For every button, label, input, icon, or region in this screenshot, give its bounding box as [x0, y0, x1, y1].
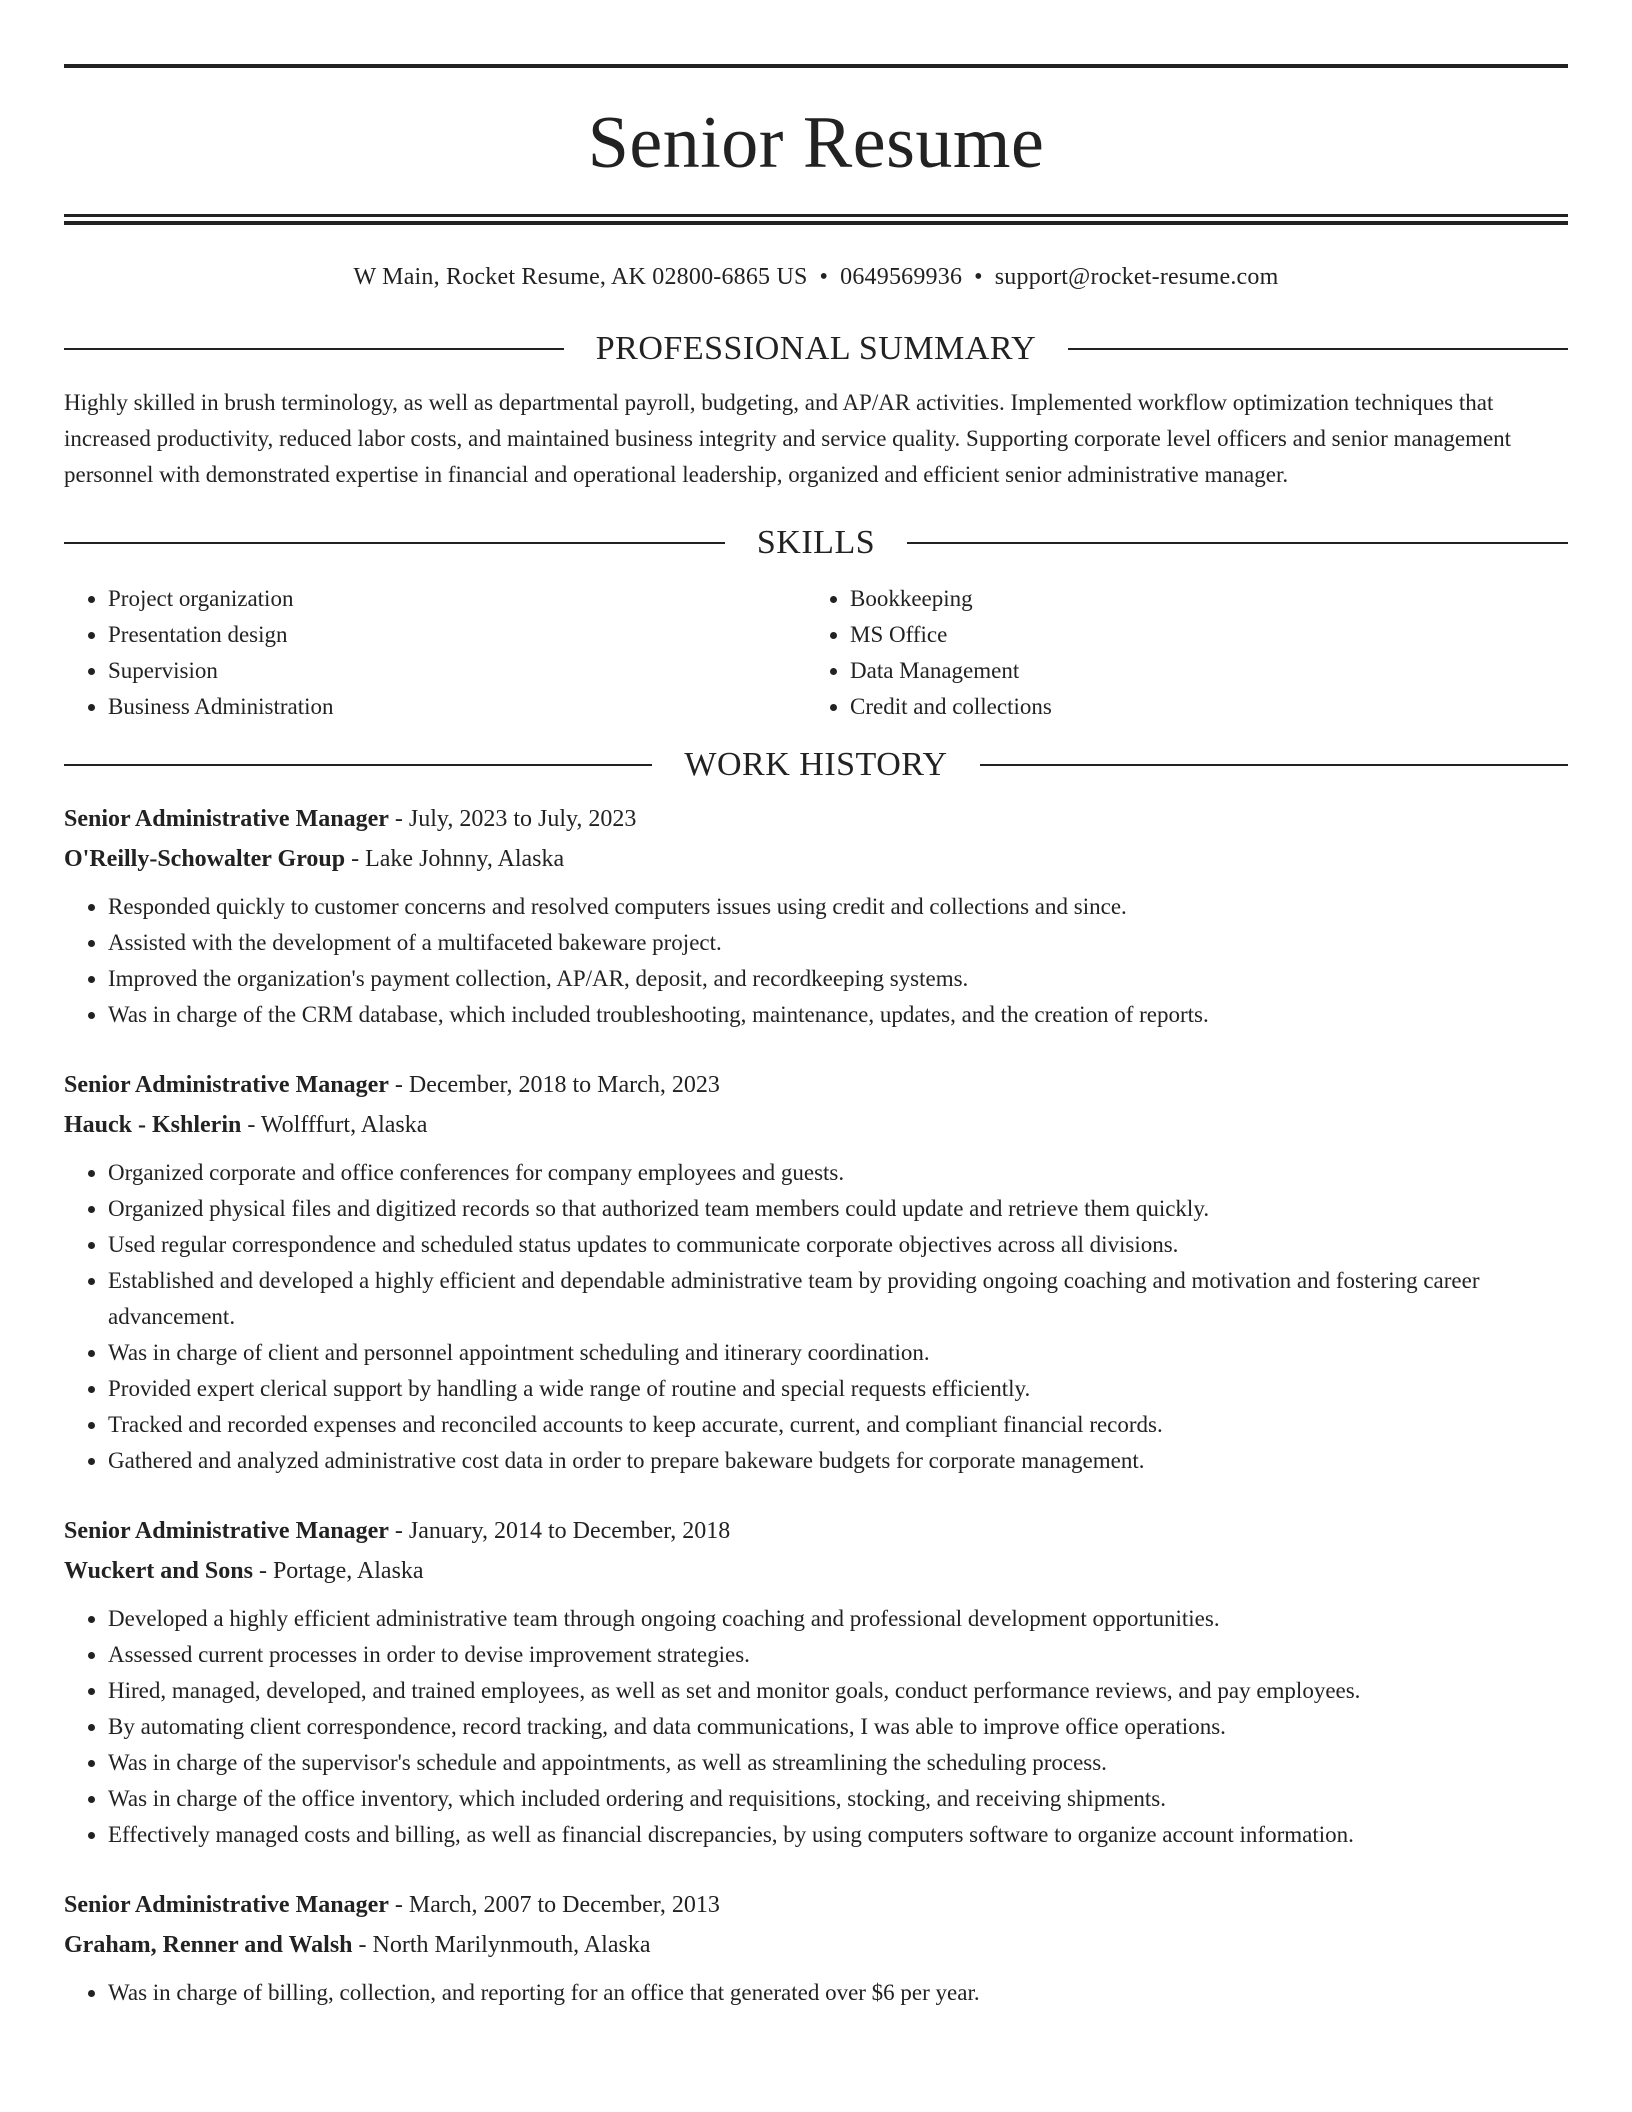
job-bullet: • Was in charge of the CRM database, which included troubleshooting, maintenance, updates, and the creation of reports. [108, 997, 1568, 1033]
job-bullets [64, 1155, 1568, 1479]
work-heading-title: WORK HISTORY [684, 746, 948, 783]
contact-phone: 0649569936 [840, 264, 963, 290]
job-title-line [64, 1065, 1568, 1105]
job-location: - Lake Johnny, Alaska [345, 846, 565, 872]
job-bullet: • By automating client correspondence, record tracking, and data communications, I was able to improve office operations. [108, 1709, 1568, 1745]
job-entry [64, 1885, 1568, 2011]
heading-rule-left [64, 542, 725, 544]
job-company-line [64, 1551, 1568, 1591]
heading-rule-right [980, 764, 1568, 766]
summary-heading-title: PROFESSIONAL SUMMARY [595, 330, 1037, 367]
job-bullet: • Used regular correspondence and scheduled status updates to communicate corporate objectives across all divisions. [108, 1227, 1568, 1263]
job-bullet: • Tracked and recorded expenses and reconciled accounts to keep accurate, current, and compliant financial records. [108, 1407, 1568, 1443]
summary-text: Highly skilled in brush terminology, as well as departmental payroll, budgeting, and AP/AR activities. Implemented workflow optimization techniques that increased productivity, reduced labor costs, and maintained business integrity and service quality. Supporting corporate level officers and senior management personnel with demonstrated expertise in financial and operational leadership, organized and efficient senior administrative manager. [64, 390, 1512, 487]
job-company: O'Reilly-Schowalter Group [64, 846, 346, 872]
job-title-line [64, 1885, 1568, 1925]
summary-heading [64, 329, 1568, 369]
job-dates: - July, 2023 to July, 2023 [388, 806, 637, 832]
skills-list-right [806, 581, 1548, 725]
heading-rule-left [64, 764, 652, 766]
job-title: Senior Administrative Manager [64, 1072, 389, 1098]
job-title: Senior Administrative Manager [64, 1892, 389, 1918]
job-location: - North Marilynmouth, Alaska [352, 1932, 651, 1958]
job-bullet: • Organized physical files and digitized records so that authorized team members could update and retrieve them quickly. [108, 1191, 1568, 1227]
job-bullet: • Was in charge of client and personnel appointment scheduling and itinerary coordination. [108, 1335, 1568, 1371]
job-bullet: • Developed a highly efficient administrative team through ongoing coaching and professional development opportunities. [108, 1601, 1568, 1637]
job-bullet: • Assessed current processes in order to devise improvement strategies. [108, 1637, 1568, 1673]
skill-item: • Project organization [108, 581, 806, 617]
skills-list-left [64, 581, 806, 725]
job-bullets [64, 889, 1568, 1033]
job-bullet: • Was in charge of the supervisor's schedule and appointments, as well as streamlining the scheduling process. [108, 1745, 1568, 1781]
job-bullet: • Responded quickly to customer concerns and resolved computers issues using credit and collections and since. [108, 889, 1568, 925]
job-bullet: • Effectively managed costs and billing, as well as financial discrepancies, by using computers software to organize account information. [108, 1817, 1568, 1853]
header-double-rule [64, 214, 1568, 225]
work-heading [64, 745, 1568, 785]
job-title: Senior Administrative Manager [64, 1518, 389, 1544]
skill-item: • Presentation design [108, 617, 806, 653]
job-company-line [64, 839, 1568, 879]
job-bullet: • Was in charge of billing, collection, and reporting for an office that generated over $6 per year. [108, 1975, 1568, 2011]
job-company: Hauck - Kshlerin [64, 1112, 242, 1138]
job-bullets [64, 1601, 1568, 1853]
resume-name: Senior Resume [587, 102, 1045, 184]
heading-rule-right [1068, 348, 1568, 350]
skills-heading [64, 523, 1568, 563]
job-dates: - January, 2014 to December, 2018 [388, 1518, 731, 1544]
job-entry [64, 799, 1568, 1033]
contact-address: W Main, Rocket Resume, AK 02800-6865 US [353, 264, 808, 290]
heading-rule-left [64, 348, 564, 350]
job-location: - Wolfffurt, Alaska [241, 1112, 428, 1138]
job-bullets [64, 1975, 1568, 2011]
heading-rule-right [907, 542, 1568, 544]
job-company: Wuckert and Sons [64, 1558, 253, 1584]
skill-item: • Credit and collections [850, 689, 1548, 725]
job-company-line [64, 1105, 1568, 1145]
skill-item: • Business Administration [108, 689, 806, 725]
skills-heading-title: SKILLS [756, 524, 876, 561]
job-location: - Portage, Alaska [252, 1558, 424, 1584]
job-title: Senior Administrative Manager [64, 806, 389, 832]
job-bullet: • Improved the organization's payment collection, AP/AR, deposit, and recordkeeping systems. [108, 961, 1568, 997]
skill-item: • Data Management [850, 653, 1548, 689]
job-dates: - December, 2018 to March, 2023 [388, 1072, 720, 1098]
job-bullet: • Established and developed a highly efficient and dependable administrative team by providing ongoing coaching and motivation and fostering career advancement. [108, 1263, 1568, 1335]
job-company: Graham, Renner and Walsh [64, 1932, 353, 1958]
job-bullet: • Provided expert clerical support by handling a wide range of routine and special requests efficiently. [108, 1371, 1568, 1407]
skills-columns [64, 581, 1568, 725]
job-entry [64, 1511, 1568, 1853]
job-title-line [64, 799, 1568, 839]
job-bullet: • Was in charge of the office inventory, which included ordering and requisitions, stocking, and receiving shipments. [108, 1781, 1568, 1817]
contact-separator: • [819, 264, 829, 290]
contact-line [64, 261, 1568, 293]
job-bullet: • Hired, managed, developed, and trained employees, as well as set and monitor goals, conduct performance reviews, and pay employees. [108, 1673, 1568, 1709]
contact-separator: • [974, 264, 983, 290]
job-bullet: • Assisted with the development of a multifaceted bakeware project. [108, 925, 1568, 961]
skill-item: • Bookkeeping [850, 581, 1548, 617]
top-rule [64, 64, 1568, 68]
contact-email: support@rocket-resume.com [994, 264, 1279, 290]
skill-item: • MS Office [850, 617, 1548, 653]
job-dates: - March, 2007 to December, 2013 [388, 1892, 720, 1918]
job-entry [64, 1065, 1568, 1479]
job-bullet: • Organized corporate and office conferences for company employees and guests. [108, 1155, 1568, 1191]
job-bullet: • Gathered and analyzed administrative cost data in order to prepare bakeware budgets for corporate management. [108, 1443, 1568, 1479]
job-title-line [64, 1511, 1568, 1551]
skill-item: • Supervision [108, 653, 806, 689]
job-company-line [64, 1925, 1568, 1965]
